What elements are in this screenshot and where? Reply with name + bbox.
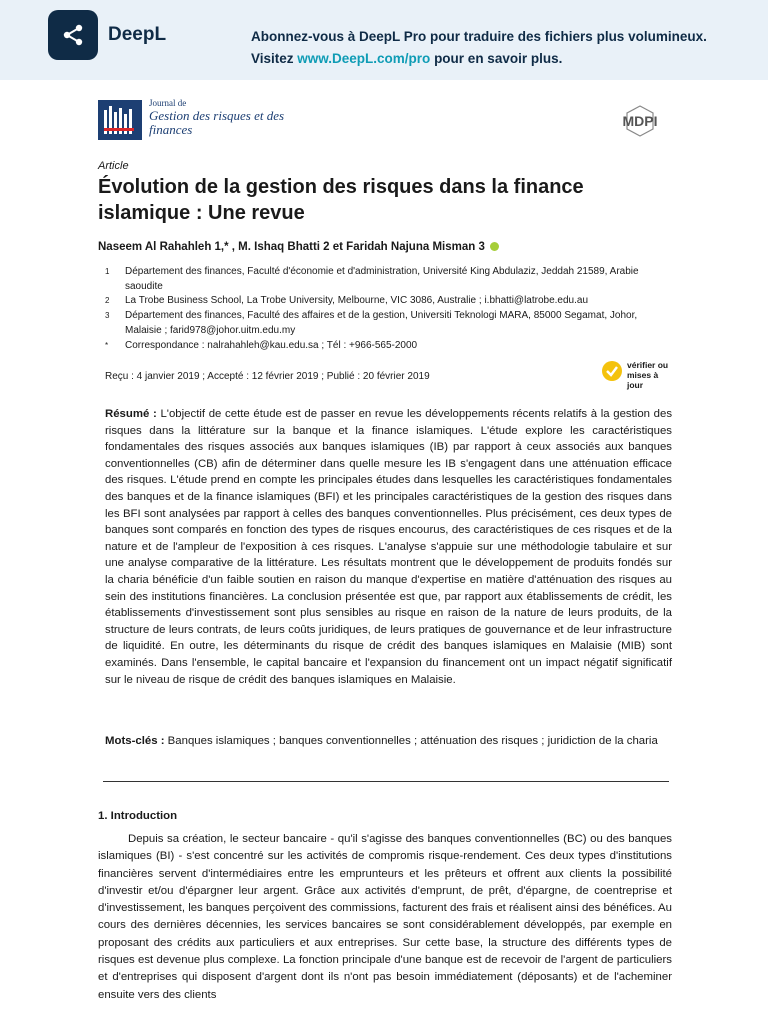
section-body-text: Depuis sa création, le secteur bancaire - qu'il s'agisse des banques conventionnelles (BC) ou des banques islamiques (BI) - s'est concentré sur les activités de compromis risque-rendement. Ces deux types d'institutions financières servent d'intermédiaires entre les emprunteurs et les prêteurs et offrent aux clients la possibilité d'investir et/ou d'épargner leur argent. Grâce aux activités d'emprunt, de prêt, d'épargne, de coentreprise et d'investissement, les banques perçoivent des commissions, facturent des frais et réalisent ainsi des bénéfices. Au cours des dernières décennies, les services bancaires se sont considérablement développés, par exemple en proposant des crédits aux particuliers et aux entreprises. Sur cette base, la structure des différents types de risques est devenue plus complexe. La fonction principale d'une banque est de recevoir de l'argent de particuliers et d'entreprises qui disposent d'argent dont ils n'ont pas besoin immédiatement (déposants) et de l'acheminer ensuite vers des clients [98, 833, 672, 1001]
promo-line-2 [251, 48, 707, 70]
abstract-label: Résumé : [105, 408, 157, 420]
section-divider [103, 781, 669, 782]
section-body [98, 831, 672, 1004]
journal-prefix: Journal de [149, 98, 187, 108]
deepl-logo-text[interactable]: DeepL [108, 24, 167, 45]
affiliation-number: 2 [105, 296, 110, 305]
promo-line-2-prefix: Visitez [251, 51, 298, 66]
promo-line-1: Abonnez-vous à DeepL Pro pour traduire des fichiers plus volumineux. [251, 29, 707, 44]
keywords [105, 733, 690, 750]
article-type-label: Article [98, 160, 129, 172]
affiliation-text: Département des finances, Faculté d'économie et d'administration, Université King Abdulaziz, Jeddah 21589, Arabie saoudite [125, 266, 639, 292]
promo-line-2-suffix: pour en savoir plus. [430, 51, 563, 66]
affiliation-text: Correspondance : nalrahahleh@kau.edu.sa ; Tél : +966-565-2000 [125, 340, 418, 351]
check-updates-text[interactable]: vérifier ou mises à jour [627, 360, 669, 390]
affiliation-number: * [105, 341, 109, 350]
mdpi-text: MDPI [622, 113, 658, 129]
keywords-text: Banques islamiques ; banques conventionnelles ; atténuation des risques ; juridiction de la charia [167, 735, 658, 747]
keywords-label: Mots-clés : [105, 735, 165, 747]
orcid-icon[interactable] [490, 242, 499, 251]
deepl-banner [0, 0, 768, 80]
authors-text: Naseem Al Rahahleh 1,* , M. Ishaq Bhatti 2 et Faridah Najuna Misman 3 [98, 241, 485, 253]
deepl-pro-link[interactable]: www.DeepL.com/pro [297, 51, 431, 66]
check-updates-icon[interactable] [601, 360, 623, 387]
journal-logo-icon [98, 100, 142, 140]
abstract-text: L'objectif de cette étude est de passer en revue les développements récents relatifs à la gestion des risques dans la littérature sur la banque et la finance islamiques. L'étude explore les caractéristiques fondamentales des risques associés aux banques islamiques (IB) par rapport à ceux associés aux banques conventionnelles (CB) afin de déterminer dans quelle mesure les IB s'engagent dans une atténuation efficace des risques. L'étude prend en compte les principales études dans lesquelles les caractéristiques fondamentales des banques et de la finance islamiques (BFI) et les principales caractéristiques de la gestion des risques dans les BFI sont analysées par rapport à celles des banques conventionnelles. Plus précisément, ces deux types de banques sont comparés en fonction des types de risques encourus, des caractéristiques de ces risques et de la nature et de l'ampleur de l'exposition à ces risques. L'analyse s'appuie sur une méthodologie tabulaire et sur une analyse comparative de la littérature. Les résultats montrent que le développement de produits fondés sur la charia bénéficie d'un faible soutien en raison du manque d'expertise en matière d'atténuation des risques au sein des institutions financières. La conclusion présentée est que, par rapport aux établissements de crédit, les établissements d'investissement sont plus sensibles au risque en raison de la nature de leurs produits, de la structure de leurs contrats, de leurs coûts juridiques, de leurs pratiques de gouvernance et de leur infrastructure de liquidité. En outre, les déterminants du risque de crédit des banques islamiques en Malaisie (MIB) sont examinés. Dans l'ensemble, le capital bancaire et l'expansion du financement ont un impact négatif significatif sur le niveau de risque de crédit des banques islamiques en Malaisie. [105, 408, 673, 686]
journal-name [149, 98, 309, 137]
affiliation-text: La Trobe Business School, La Trobe University, Melbourne, VIC 3086, Australie ; i.bhatti@latrobe.edu.au [125, 295, 589, 306]
affiliation-number: 3 [105, 311, 110, 320]
mdpi-logo [610, 105, 670, 142]
section-heading: 1. Introduction [98, 810, 178, 822]
affiliation-number: 1 [105, 267, 110, 276]
article-title: Évolution de la gestion des risques dans la finance islamique : Une revue [98, 176, 584, 224]
deepl-logo-icon[interactable] [48, 10, 98, 60]
journal-title: Gestion des risques et des finances [149, 108, 285, 137]
affiliation-text: Département des finances, Faculté des affaires et de la gestion, Universiti Teknologi MARA, 85000 Segamat, Johor, Malaisie ; farid978@johor.uitm.edu.my [125, 310, 638, 336]
author-list [98, 241, 499, 253]
abstract [105, 406, 672, 688]
promo-text [251, 26, 707, 70]
article-dates: Reçu : 4 janvier 2019 ; Accepté : 12 février 2019 ; Publié : 20 février 2019 [105, 371, 430, 382]
